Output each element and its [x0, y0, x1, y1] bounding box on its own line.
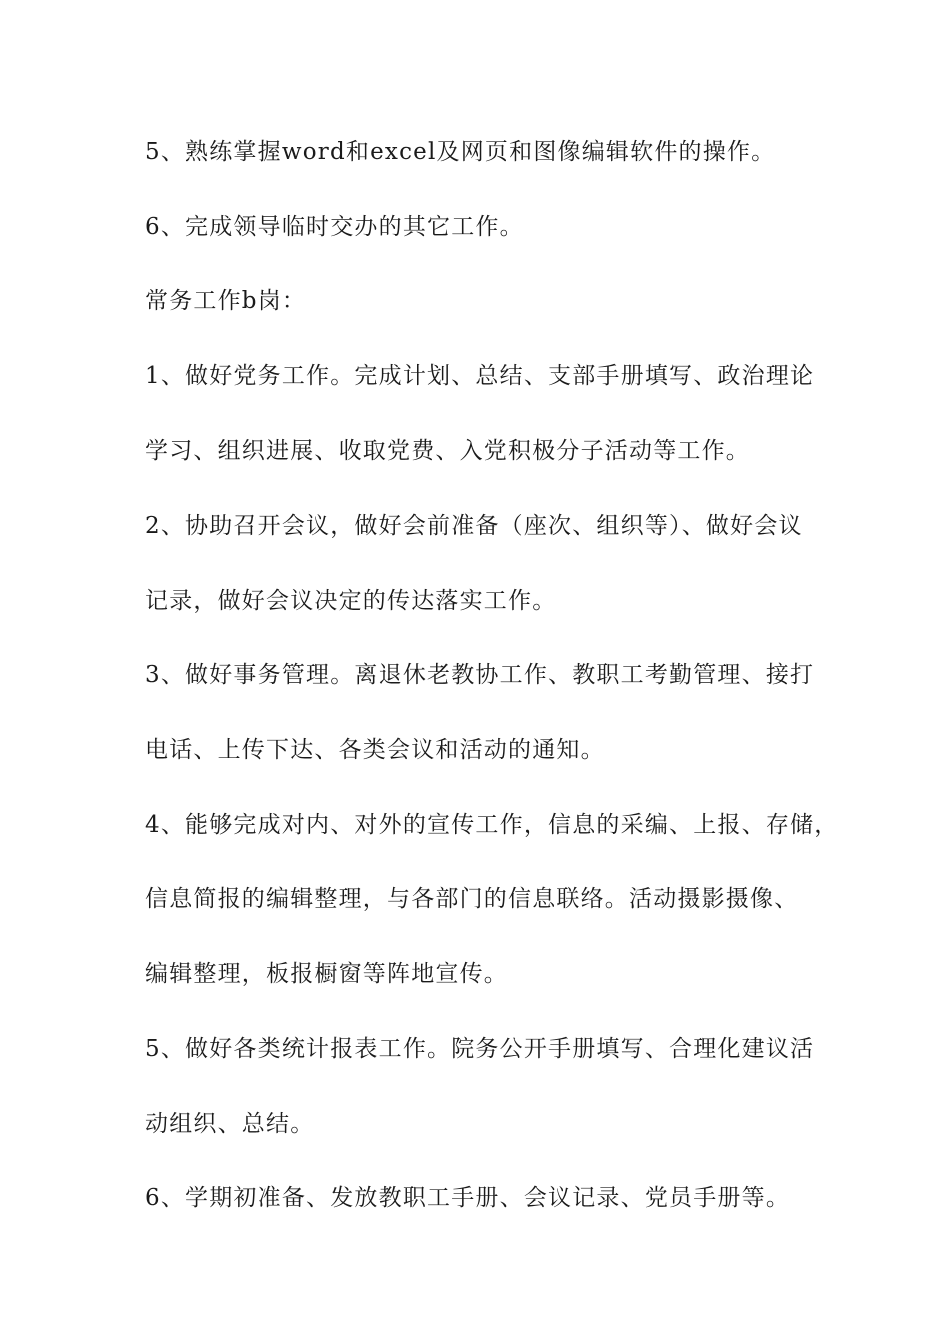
text-line-13: 5、做好各类统计报表工作。院务公开手册填写、合理化建议活 [145, 1036, 815, 1062]
text-line-7: 记录，做好会议决定的传达落实工作。 [145, 588, 557, 614]
text-line-5: 学习、组织进展、收取党费、入党积极分子活动等工作。 [145, 438, 750, 464]
text-line-11: 信息简报的编辑整理，与各部门的信息联络。活动摄影摄像、 [145, 886, 799, 912]
text-line-15: 6、学期初准备、发放教职工手册、会议记录、党员手册等。 [145, 1185, 791, 1211]
text-line-14: 动组织、总结。 [145, 1111, 315, 1137]
text-line-1: 5、熟练掌握word和excel及网页和图像编辑软件的操作。 [145, 139, 776, 165]
text-line-10: 4、能够完成对内、对外的宣传工作，信息的采编、上报、存储， [145, 812, 839, 838]
text-line-2: 6、完成领导临时交办的其它工作。 [145, 214, 524, 240]
text-line-4: 1、做好党务工作。完成计划、总结、支部手册填写、政治理论 [145, 363, 815, 389]
text-line-9: 电话、上传下达、各类会议和活动的通知。 [145, 737, 605, 763]
text-line-3: 常务工作b岗： [145, 288, 307, 314]
text-line-12: 编辑整理，板报橱窗等阵地宣传。 [145, 961, 508, 987]
text-line-8: 3、做好事务管理。离退休老教协工作、教职工考勤管理、接打 [145, 662, 815, 688]
text-line-6: 2、协助召开会议，做好会前准备（座次、组织等）、做好会议 [145, 513, 803, 539]
